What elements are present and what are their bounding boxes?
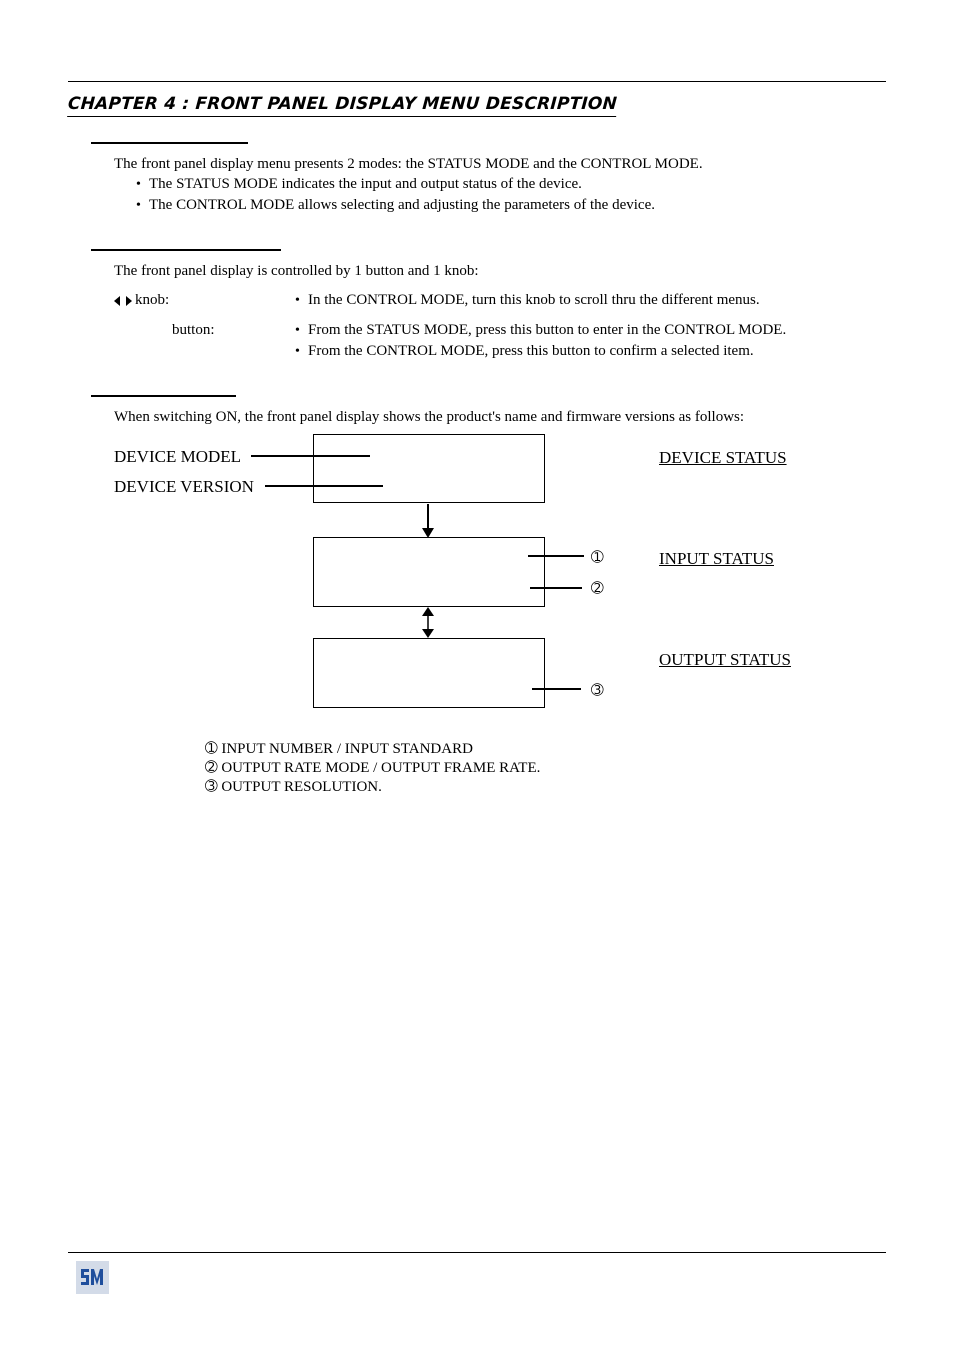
legend-item-3: ➂ OUTPUT RESOLUTION. xyxy=(205,779,382,795)
button-label: button: xyxy=(172,322,215,338)
marker1-pointer xyxy=(528,555,584,557)
bullet-marker: • xyxy=(295,323,300,338)
marker-2: ➁ xyxy=(591,579,604,597)
bullet-marker: • xyxy=(136,177,141,192)
arrow-down-line xyxy=(427,504,429,530)
header-rule xyxy=(68,81,886,82)
section1-bullet-text: The CONTROL MODE allows selecting and adjusting the parameters of the device. xyxy=(149,197,655,213)
input-status-label: INPUT STATUS xyxy=(659,549,774,568)
input-status-display xyxy=(313,537,545,607)
section3-heading-rule xyxy=(91,395,236,397)
output-status-label: OUTPUT STATUS xyxy=(659,650,791,669)
section2-heading-rule xyxy=(91,249,281,251)
legend-item-2: ➁ OUTPUT RATE MODE / OUTPUT FRAME RATE. xyxy=(205,760,541,776)
bullet-marker: • xyxy=(136,198,141,213)
knob-label: knob: xyxy=(135,292,170,308)
section2-intro: The front panel display is controlled by 1 button and 1 knob: xyxy=(114,263,479,279)
knob-desc-text: In the CONTROL MODE, turn this knob to scroll thru the different menus. xyxy=(308,292,760,308)
section1-bullet xyxy=(136,196,655,215)
button-desc xyxy=(295,342,754,361)
device-version-label: DEVICE VERSION xyxy=(114,477,254,496)
device-status-display xyxy=(313,434,545,503)
section1-bullet xyxy=(136,175,582,194)
knob-desc xyxy=(295,291,760,310)
chapter-title: CHAPTER 4 : FRONT PANEL DISPLAY MENU DESCRIPTION xyxy=(67,92,618,117)
triangle-left-icon xyxy=(114,296,120,306)
button-desc-text: From the CONTROL MODE, press this button to confirm a selected item. xyxy=(308,343,754,359)
legend-item-1: ➀ INPUT NUMBER / INPUT STANDARD xyxy=(205,741,473,757)
section1-bullet-text: The STATUS MODE indicates the input and output status of the device. xyxy=(149,176,582,192)
button-desc-text: From the STATUS MODE, press this button to enter in the CONTROL MODE. xyxy=(308,322,787,338)
marker-1: ➀ xyxy=(591,548,604,566)
footer-rule xyxy=(68,1252,886,1253)
double-arrow-icon xyxy=(422,607,434,638)
output-status-display xyxy=(313,638,545,708)
device-status-label: DEVICE STATUS xyxy=(659,448,787,467)
section1-intro: The front panel display menu presents 2 modes: the STATUS MODE and the CONTROL MODE. xyxy=(114,156,703,172)
device-model-label: DEVICE MODEL xyxy=(114,447,242,466)
section1-heading-rule xyxy=(91,142,248,144)
company-logo xyxy=(76,1261,109,1294)
button-desc xyxy=(295,321,786,340)
bullet-marker: • xyxy=(295,293,300,308)
marker2-pointer xyxy=(530,587,582,589)
bullet-marker: • xyxy=(295,344,300,359)
section3-intro: When switching ON, the front panel display shows the product's name and firmware versions as follows: xyxy=(114,409,745,425)
knob-row-label xyxy=(114,291,169,309)
marker3-pointer xyxy=(532,688,581,690)
logo-mark-icon xyxy=(76,1261,109,1294)
marker-3: ➂ xyxy=(591,681,604,699)
triangle-right-icon xyxy=(126,296,132,306)
